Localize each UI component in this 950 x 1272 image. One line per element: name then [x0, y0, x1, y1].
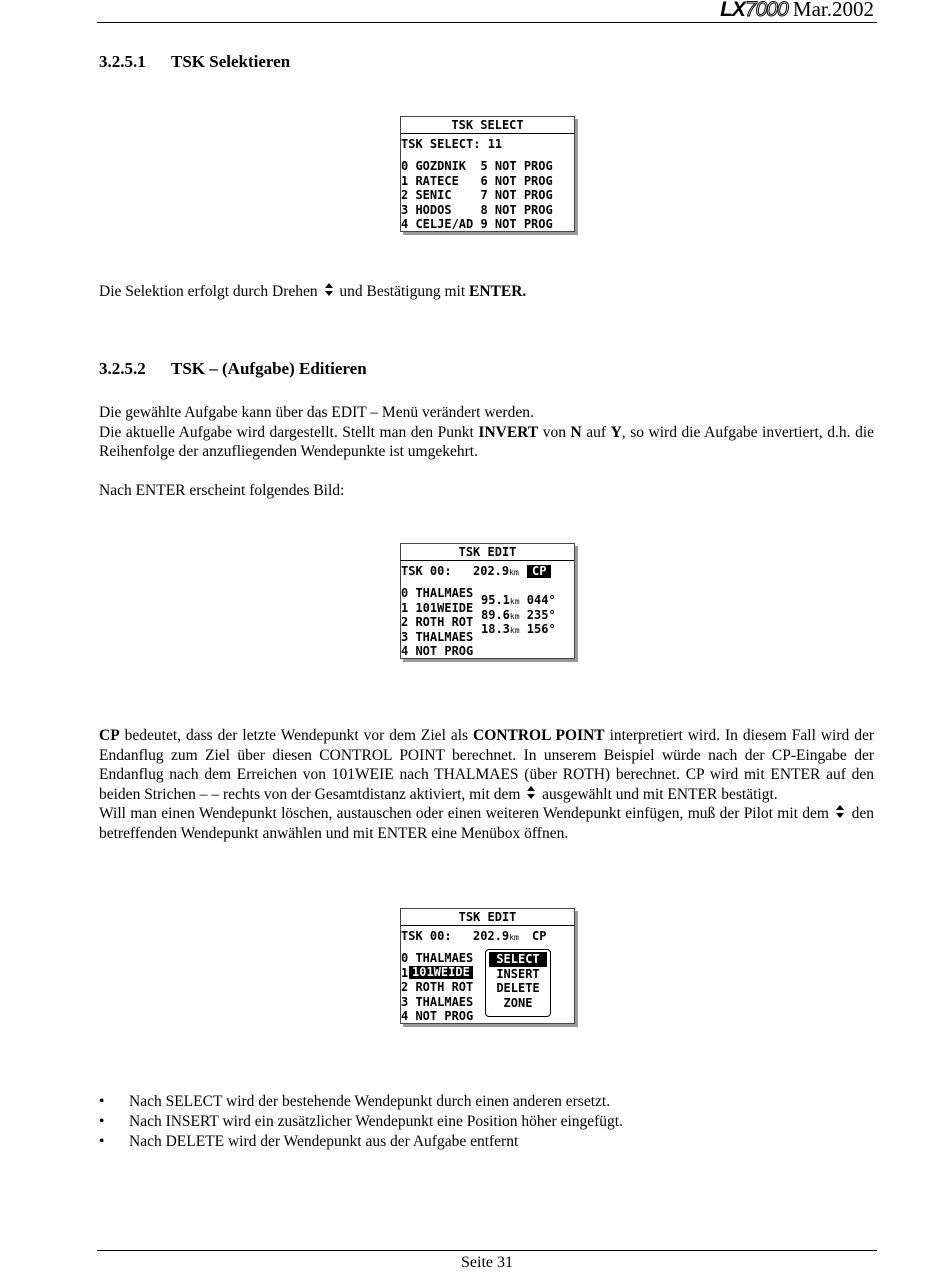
leg-row: 18.3km 156°: [481, 622, 556, 636]
tsk-select-screen: [400, 116, 575, 232]
section-heading-3-2-5-2: 3.2.5.2 TSK – (Aufgabe) Editieren: [99, 359, 367, 378]
task-number: TSK 00:: [401, 929, 452, 943]
tsk-edit-menu-screen: [400, 908, 575, 1024]
paragraph-control-point: CP bedeutet, dass der letzte Wendepunkt vor dem Ziel als CONTROL POINT interpretiert wird. In diesem Fall wird der Endanflug zum Ziel über diesen CONTROL POINT berechnet. In unserem Beispiel würde nach der CP-Eingabe der Endanflug nach dem Erreichen von 101WEIE nach THALMAES (über ROTH) berechnet. CP wird mit ENTER auf den beiden Strichen – – rechts von der Gesamtdistanz aktiviert, mit dem ausgewählt und mit ENTER bestätigt. Will man einen Wendepunkt löschen, austauschen oder einen weiteren Wendepunkt einfügen, muß der Pilot mit dem den betreffenden Wendepunkt anwählen und mit ENTER eine Menübox öffnen.: [99, 727, 875, 842]
screen-title: TSK EDIT: [401, 544, 574, 561]
turnpoint-row: 1: [401, 965, 409, 980]
menu-item-select: SELECT: [489, 952, 547, 967]
paragraph-edit: Die gewählte Aufgabe kann über das EDIT – Menü verändert werden. Die aktuelle Aufgabe wird dargestellt. Stellt man den Punkt INVERT von N auf Y, so wird die Aufgabe invertiert, d.h. die Reihenfolge der anzufliegenden Wendepunkte ist umgekehrt.: [99, 404, 875, 460]
turnpoint-row: 0 THALMAES: [401, 951, 474, 965]
up-down-arrow-icon: [526, 785, 536, 800]
cp-indicator: CP: [532, 929, 547, 943]
turnpoint-row: 4 NOT PROG: [401, 644, 474, 658]
header-date: Mar.2002: [792, 0, 874, 21]
list-item: • Nach SELECT wird der bestehende Wendepunkt durch einen anderen ersetzt.: [99, 1092, 623, 1112]
edit-menu-box: [485, 949, 551, 1017]
screen-row: 2 SENIC 7 NOT PROG: [401, 188, 553, 202]
up-down-arrow-icon: [835, 804, 845, 819]
turnpoint-row: 1 101WEIDE: [401, 600, 474, 615]
leg-row: 89.6km 235°: [481, 607, 556, 622]
tsk-edit-screen: [400, 543, 575, 659]
turnpoint-row: 0 THALMAES: [401, 586, 474, 600]
task-number: TSK 00:: [401, 564, 452, 578]
screen-line: TSK SELECT: 11: [401, 137, 503, 151]
turnpoint-row: 3 THALMAES: [401, 629, 474, 644]
turnpoint-row: 4 NOT PROG: [401, 1009, 474, 1023]
selected-turnpoint: 101WEIDE: [409, 966, 473, 979]
up-down-arrow-icon: [324, 282, 334, 297]
total-distance: 202.9km: [473, 564, 519, 578]
bullet-list: [99, 1092, 623, 1152]
screen-row: 4 CELJE/AD 9 NOT PROG: [401, 217, 553, 231]
leg-row: 95.1km 044°: [481, 593, 556, 607]
paragraph-selection: Die Selektion erfolgt durch Drehen und Bestätigung mit ENTER.: [99, 283, 527, 300]
page-header: [720, 0, 874, 22]
screen-row: 0 GOZDNIK 5 NOT PROG: [401, 159, 553, 173]
screen-row: 3 HODOS 8 NOT PROG: [401, 202, 553, 217]
list-item: • Nach INSERT wird ein zusätzlicher Wendepunkt eine Position höher eingefügt.: [99, 1112, 623, 1132]
total-distance: 202.9km: [473, 929, 519, 943]
menu-item-zone: ZONE: [503, 995, 533, 1010]
section-heading-3-2-5-1: 3.2.5.1 TSK Selektieren: [99, 52, 291, 71]
turnpoint-row: 2 ROTH ROT: [401, 980, 474, 994]
lx7000-logo: LX7000: [720, 0, 788, 21]
screen-row: 1 RATECE 6 NOT PROG: [401, 173, 553, 188]
menu-item-insert: INSERT: [496, 966, 540, 981]
header-rule: [97, 22, 877, 23]
screen-title: TSK SELECT: [401, 117, 574, 134]
turnpoint-row: 3 THALMAES: [401, 994, 474, 1009]
menu-item-delete: DELETE: [496, 981, 540, 995]
footer-rule: [97, 1250, 877, 1251]
paragraph-after-enter: Nach ENTER erscheint folgendes Bild:: [99, 482, 345, 499]
cp-indicator: CP: [527, 565, 551, 578]
page-number: Seite 31: [461, 1254, 513, 1271]
list-item: • Nach DELETE wird der Wendepunkt aus der Aufgabe entfernt: [99, 1132, 623, 1152]
turnpoint-row: 2 ROTH ROT: [401, 615, 474, 629]
screen-title: TSK EDIT: [401, 909, 574, 926]
